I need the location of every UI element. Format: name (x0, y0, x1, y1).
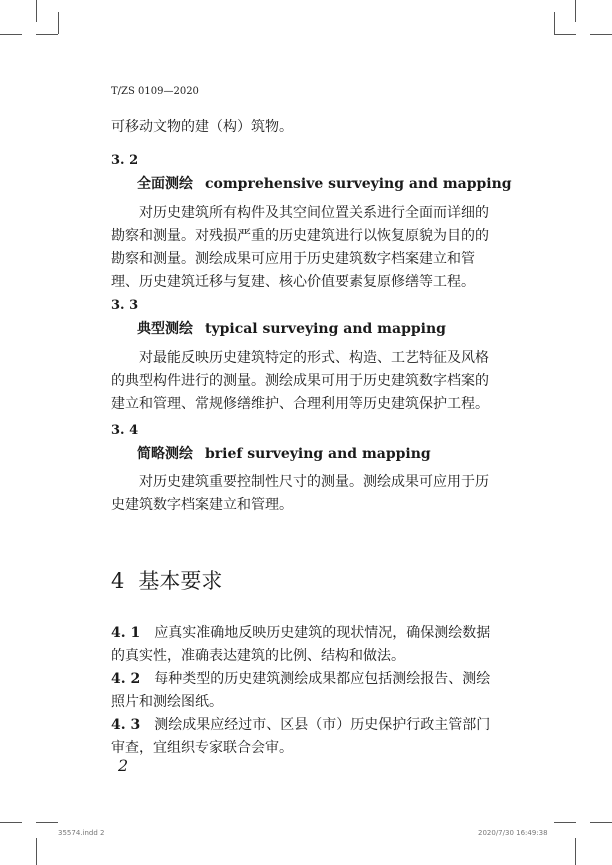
page-number: 2 (118, 756, 129, 775)
crop-mark (575, 838, 576, 865)
term-cn: 全面测绘 (137, 176, 193, 192)
term-en: typical surveying and mapping (205, 321, 446, 337)
crop-mark (36, 838, 37, 865)
chapter-title: 基本要求 (138, 569, 223, 593)
clause-number: 4. 3 (111, 717, 141, 733)
section-number: 3. 2 (111, 153, 139, 168)
clause (111, 622, 501, 668)
term-heading (137, 318, 446, 338)
clause-text: 每种类型的历史建筑测绘成果都应包括测绘报告、测绘照片和测绘图纸。 (111, 671, 491, 710)
section-number: 3. 4 (111, 423, 139, 438)
crop-mark (0, 34, 22, 35)
clause-text: 应真实准确地反映历史建筑的现状情况，确保测绘数据的真实性，准确表达建筑的比例、结构和做法。 (111, 625, 491, 664)
chapter-heading (111, 565, 222, 595)
crop-mark (554, 34, 576, 35)
term-heading (137, 173, 512, 193)
clause-text: 测绘成果应经过市、区县（市）历史保护行政主管部门审查，宜组织专家联合会审。 (111, 717, 491, 756)
clause-number: 4. 1 (111, 625, 141, 641)
crop-mark (0, 822, 22, 823)
section-body: 对历史建筑所有构件及其空间位置关系进行全面而详细的勘察和测量。对残损严重的历史建筑进行以恢复原貌为目的的勘察和测量。测绘成果可应用于历史建筑数字档案建立和管理、历史建筑迁移与复建、核心价值要素复原修缮等工程。 (111, 205, 489, 290)
document-code: T/ZS 0109—2020 (111, 86, 199, 97)
term-cn: 典型测绘 (137, 321, 193, 337)
term-cn: 简略测绘 (137, 446, 193, 462)
section-body: 对历史建筑重要控制性尺寸的测量。测绘成果可应用于历史建筑数字档案建立和管理。 (111, 474, 489, 513)
chapter-number: 4 (111, 569, 125, 593)
section-body: 对最能反映历史建筑特定的形式、构造、工艺特征及风格的典型构件进行的测量。测绘成果可用于历史建筑数字档案的建立和管理、常规修缮维护、合理利用等历史建筑保护工程。 (111, 350, 489, 412)
crop-mark (590, 822, 612, 823)
term-en: brief surveying and mapping (205, 446, 431, 462)
crop-mark (554, 12, 555, 34)
crop-mark (554, 822, 576, 823)
footer-timestamp: 2020/7/30 16:49:38 (478, 829, 548, 837)
footer-file: 35574.indd 2 (58, 829, 105, 837)
crop-mark (36, 34, 58, 35)
crop-mark (575, 0, 576, 22)
crop-mark (590, 34, 612, 35)
clause (111, 714, 501, 760)
crop-mark (58, 12, 59, 34)
term-heading (137, 443, 431, 463)
clause-number: 4. 2 (111, 671, 141, 687)
clause (111, 668, 501, 714)
section-number: 3. 3 (111, 298, 139, 313)
intro-line: 可移动文物的建（构）筑物。 (111, 119, 293, 135)
crop-mark (36, 822, 58, 823)
crop-mark (36, 0, 37, 22)
term-en: comprehensive surveying and mapping (205, 176, 512, 192)
